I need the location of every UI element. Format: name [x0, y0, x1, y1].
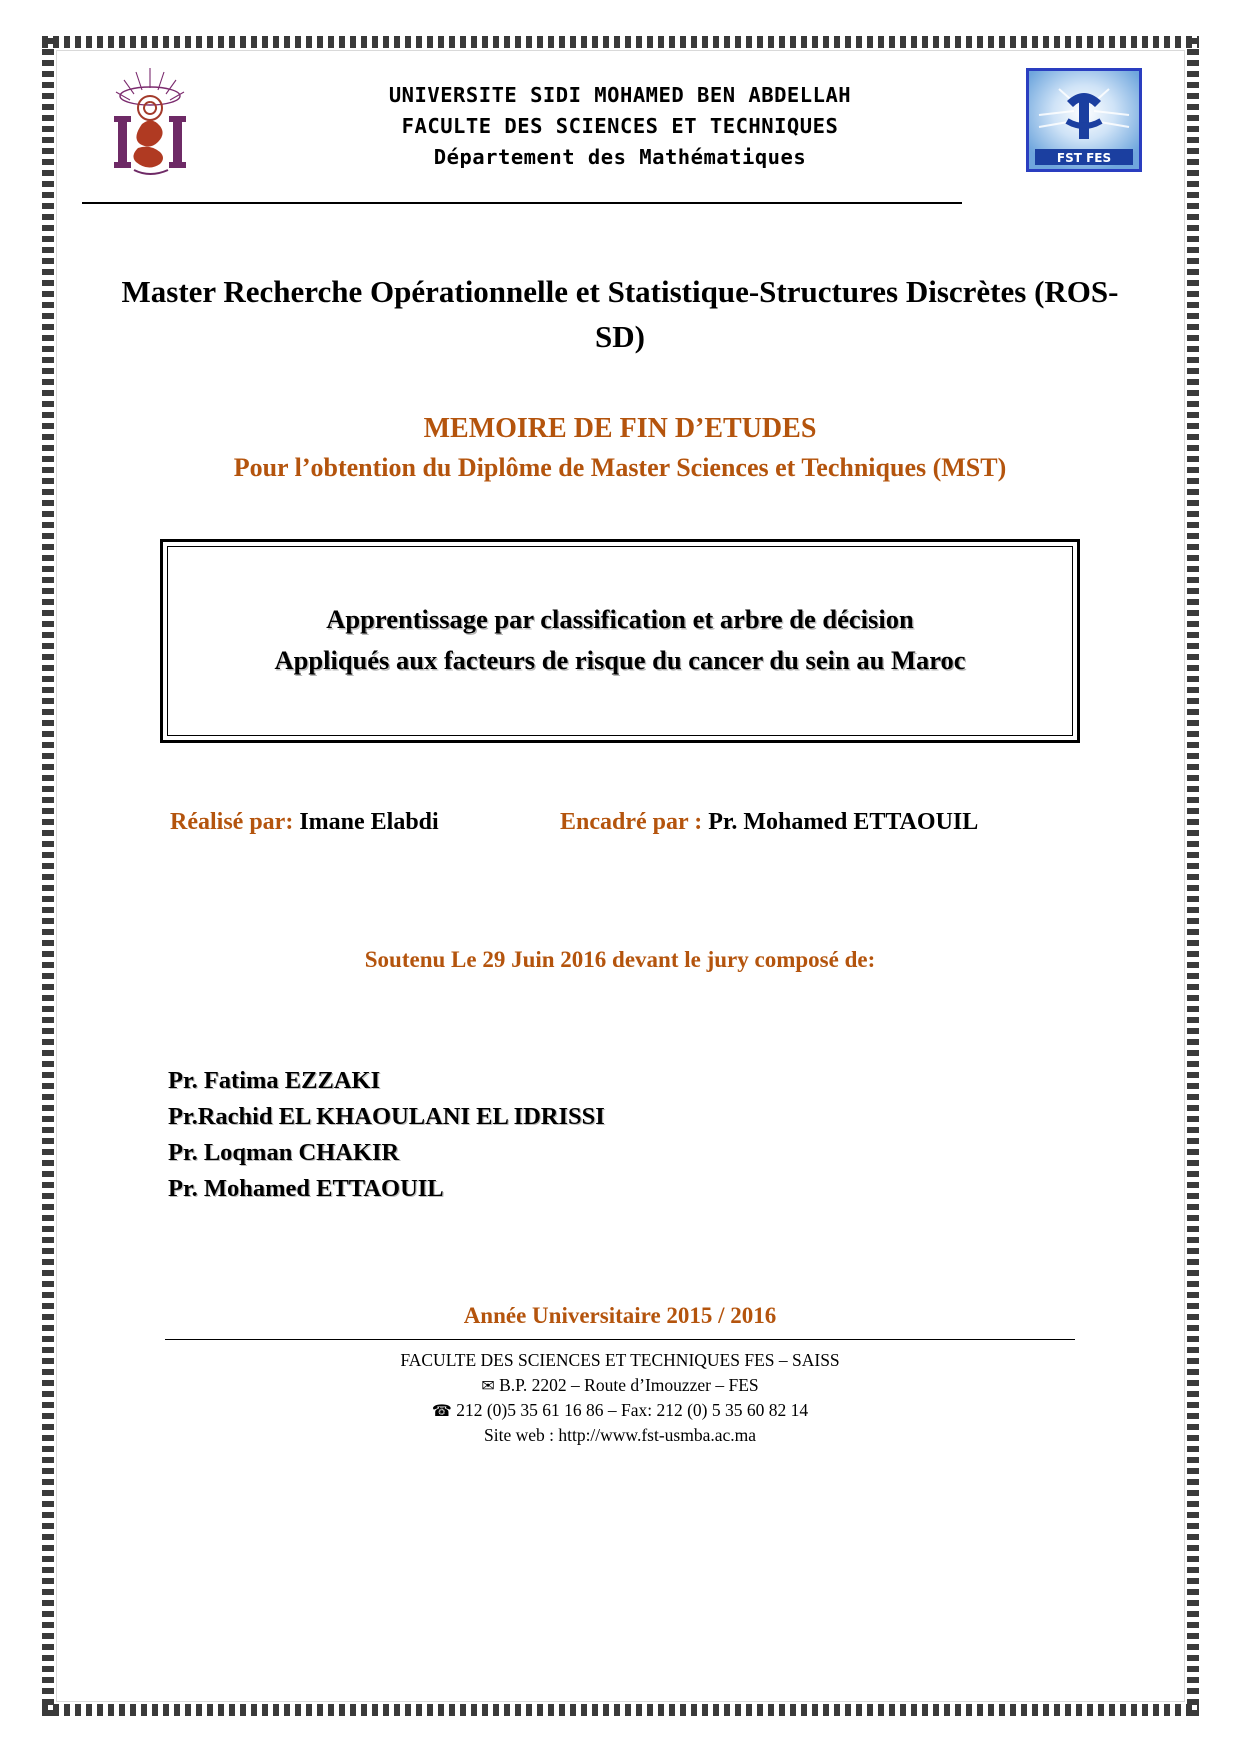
- memoire-line-2: Pour l’obtention du Diplôme de Master Sciences et Techniques (MST): [233, 453, 1007, 482]
- defense-date-text: Soutenu Le 29 Juin 2016 devant le jury composé de:: [364, 947, 876, 972]
- usmba-university-seal-icon: [98, 62, 202, 180]
- footer-line-3: [70, 1398, 1170, 1423]
- author-block: [170, 805, 560, 839]
- thesis-subject-line-2: Appliqués aux facteurs de risque du cancer du sein au Maroc: [274, 645, 966, 675]
- footer-address: B.P. 2202 – Route d’Imouzzer – FES: [499, 1375, 759, 1395]
- footer-divider: [165, 1339, 1075, 1340]
- jury-list: [70, 1063, 1170, 1207]
- jury-member: Pr. Loqman CHAKIR: [168, 1139, 400, 1166]
- thesis-subject-inner: [167, 546, 1073, 736]
- encadre-par-label: Encadré par :: [560, 809, 703, 835]
- memoire-heading: [70, 409, 1170, 487]
- supervisor-block: [560, 805, 978, 839]
- supervisor-name: Pr. Mohamed ETTAOUIL: [708, 809, 979, 835]
- document-header: [70, 50, 1170, 185]
- envelope-icon: ✉: [481, 1376, 495, 1395]
- footer-line-1: FACULTE DES SCIENCES ET TECHNIQUES FES – SAISS: [400, 1350, 840, 1370]
- border-edge-left: [42, 36, 54, 1716]
- phone-icon: ☎: [431, 1401, 452, 1420]
- thesis-subject-line-1: Apprentissage par classification et arbre de décision: [326, 604, 914, 634]
- document-footer: [70, 1348, 1170, 1448]
- footer-line-2: [70, 1373, 1170, 1398]
- border-edge-bottom: [42, 1704, 1199, 1716]
- academic-year: Année Universitaire 2015 / 2016: [463, 1303, 777, 1328]
- fst-fes-logo-label: FST FES: [1056, 151, 1112, 165]
- author-name: Imane Elabdi: [299, 809, 439, 835]
- authors-row: [70, 805, 1170, 839]
- footer-phone: 212 (0)5 35 61 16 86 – Fax: 212 (0) 5 35 60 82 14: [456, 1400, 809, 1420]
- fst-fes-logo-icon: [1026, 68, 1142, 172]
- border-edge-top: [42, 36, 1199, 48]
- jury-member: Pr. Fatima EZZAKI: [168, 1067, 381, 1094]
- border-edge-right: [1187, 36, 1199, 1716]
- memoire-line-1: MEMOIRE DE FIN D’ETUDES: [423, 413, 817, 444]
- university-line-2: FACULTE DES SCIENCES ET TECHNIQUES: [401, 114, 839, 138]
- header-divider: [82, 202, 962, 204]
- page-content: [70, 50, 1170, 1700]
- footer-website: Site web : http://www.fst-usmba.ac.ma: [483, 1425, 756, 1445]
- thesis-subject-box: [160, 539, 1080, 743]
- realise-par-label: Réalisé par:: [170, 809, 294, 835]
- jury-member: Pr. Mohamed ETTAOUIL: [168, 1175, 444, 1202]
- university-name-block: [250, 80, 990, 173]
- university-line-3: Département des Mathématiques: [433, 145, 807, 169]
- university-line-1: UNIVERSITE SIDI MOHAMED BEN ABDELLAH: [388, 83, 852, 107]
- master-program-title: Master Recherche Opérationnelle et Statistique-Structures Discrètes (ROS-SD): [121, 274, 1119, 354]
- jury-member: Pr.Rachid EL KHAOULANI EL IDRISSI: [168, 1103, 605, 1130]
